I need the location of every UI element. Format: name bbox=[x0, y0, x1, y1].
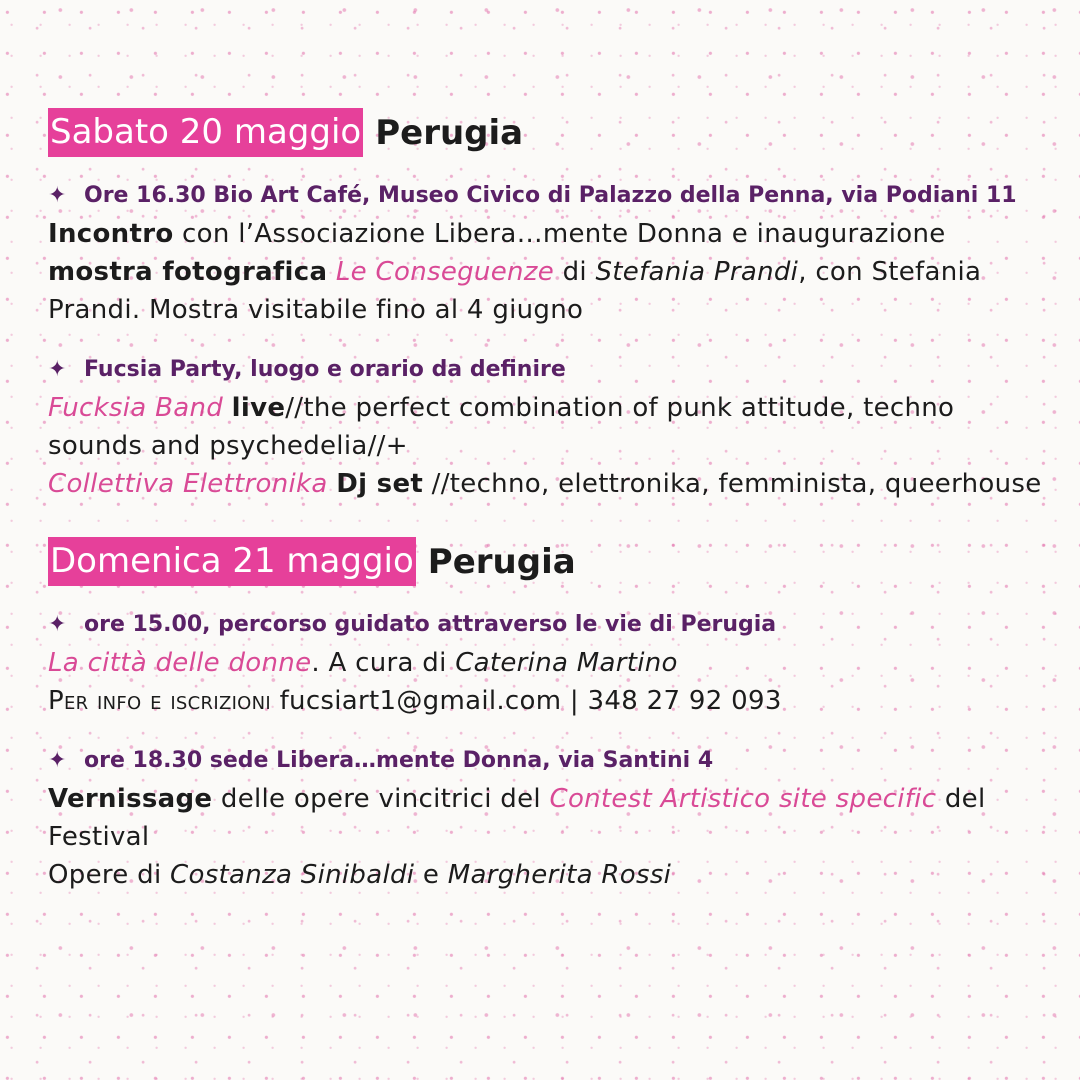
event-text: Per info e iscrizioni bbox=[48, 686, 272, 716]
event-text: Contest Artistico site specific bbox=[549, 784, 937, 814]
event-text: mostra fotografica bbox=[48, 257, 328, 287]
star-icon: ✦ bbox=[48, 183, 67, 208]
day-highlight: Sabato 20 maggio bbox=[48, 108, 363, 157]
event-heading bbox=[48, 608, 1048, 642]
event-text: . A cura di bbox=[311, 648, 456, 678]
day-highlight: Domenica 21 maggio bbox=[48, 537, 416, 586]
event-text: live bbox=[231, 393, 286, 423]
day-header-saturday bbox=[48, 108, 1048, 157]
event-description bbox=[48, 644, 1048, 720]
event-heading-text: ore 18.30 sede Libera…mente Donna, via Santini 4 bbox=[84, 748, 714, 773]
event-text: di bbox=[554, 257, 596, 287]
event-text: Incontro bbox=[48, 219, 174, 249]
event-text: Vernissage bbox=[48, 784, 213, 814]
event-text: e bbox=[414, 860, 448, 890]
event-text: Caterina Martino bbox=[455, 648, 678, 678]
event-description bbox=[48, 215, 1048, 329]
star-icon: ✦ bbox=[48, 357, 67, 382]
event-description bbox=[48, 780, 1048, 894]
event-text bbox=[223, 393, 232, 423]
event-text: Margherita Rossi bbox=[447, 860, 672, 890]
day-city: Perugia bbox=[375, 112, 524, 153]
event-item bbox=[48, 353, 1048, 503]
star-icon: ✦ bbox=[48, 612, 67, 637]
event-text: delle opere vincitrici del bbox=[212, 784, 550, 814]
day-header-sunday bbox=[48, 537, 1048, 586]
event-item bbox=[48, 744, 1048, 894]
event-description bbox=[48, 389, 1048, 503]
event-heading bbox=[48, 353, 1048, 387]
event-text: Stefania Prandi bbox=[595, 257, 799, 287]
event-text: del Festival bbox=[48, 784, 986, 852]
event-heading-text: ore 15.00, percorso guidato attraverso le vie di Perugia bbox=[84, 612, 777, 637]
event-text: Opere di bbox=[48, 860, 171, 890]
event-text: Collettiva Elettronika bbox=[48, 469, 328, 499]
event-text: Dj set bbox=[336, 469, 424, 499]
event-heading bbox=[48, 179, 1048, 213]
event-item bbox=[48, 608, 1048, 720]
event-text: //the perfect combination of punk attitude, techno sounds and psychedelia//+ bbox=[48, 393, 955, 461]
event-text: La città delle donne bbox=[48, 648, 312, 678]
star-icon: ✦ bbox=[48, 748, 67, 773]
event-item bbox=[48, 179, 1048, 329]
event-text: Fucksia Band bbox=[48, 393, 224, 423]
event-program bbox=[48, 108, 1048, 894]
event-heading bbox=[48, 744, 1048, 778]
contact-info: fucsiart1@gmail.com | 348 27 92 093 bbox=[271, 686, 782, 716]
event-text: Costanza Sinibaldi bbox=[170, 860, 415, 890]
event-text: //techno, elettronika, femminista, queerhouse bbox=[423, 469, 1042, 499]
event-heading-text: Fucsia Party, luogo e orario da definire bbox=[84, 357, 566, 382]
event-text: con l’Associazione Libera…mente Donna e inaugurazione bbox=[173, 219, 946, 249]
event-text: Le Conseguenze bbox=[335, 257, 555, 287]
day-city: Perugia bbox=[427, 541, 576, 582]
event-text: , con Stefania Prandi. Mostra visitabile fino al 4 giugno bbox=[48, 257, 982, 325]
event-text bbox=[327, 257, 336, 287]
event-heading-text: Ore 16.30 Bio Art Café, Museo Civico di Palazzo della Penna, via Podiani 11 bbox=[84, 183, 1017, 208]
event-text bbox=[328, 469, 337, 499]
